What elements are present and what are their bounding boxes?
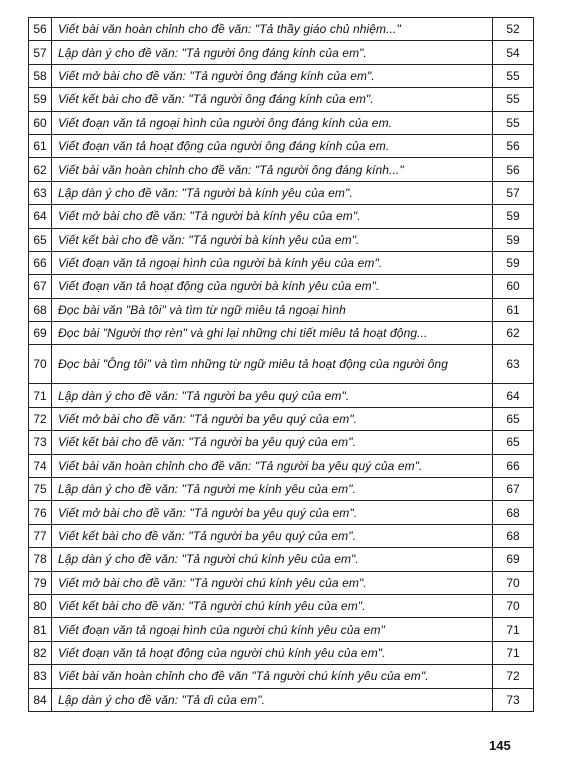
row-title: Viết mở bài cho đề văn: "Tả người ba yêu quý của em". xyxy=(52,501,493,524)
row-number: 62 xyxy=(29,158,52,181)
table-row xyxy=(29,275,534,298)
row-title: Viết đoạn văn tả hoạt động của người chú kính yêu của em". xyxy=(52,641,493,664)
row-number: 69 xyxy=(29,322,52,345)
row-number: 60 xyxy=(29,111,52,134)
row-page: 61 xyxy=(493,298,534,321)
row-title: Lập dàn ý cho đề văn: "Tả dì của em". xyxy=(52,688,493,711)
row-page: 60 xyxy=(493,275,534,298)
row-page: 67 xyxy=(493,478,534,501)
row-page: 73 xyxy=(493,688,534,711)
row-number: 63 xyxy=(29,181,52,204)
row-page: 62 xyxy=(493,322,534,345)
row-title: Lập dàn ý cho đề văn: "Tả người bà kính yêu của em". xyxy=(52,181,493,204)
table-row xyxy=(29,407,534,430)
row-page: 59 xyxy=(493,251,534,274)
table-row xyxy=(29,345,534,384)
row-number: 61 xyxy=(29,134,52,157)
table-row xyxy=(29,431,534,454)
table-of-contents xyxy=(28,17,534,712)
row-page: 70 xyxy=(493,571,534,594)
row-title: Viết kết bài cho đề văn: "Tả người ông đáng kính của em". xyxy=(52,88,493,111)
table-row xyxy=(29,571,534,594)
row-number: 80 xyxy=(29,594,52,617)
row-number: 75 xyxy=(29,478,52,501)
table-row xyxy=(29,88,534,111)
row-number: 65 xyxy=(29,228,52,251)
row-page: 63 xyxy=(493,345,534,384)
table-row xyxy=(29,251,534,274)
table-row xyxy=(29,384,534,407)
row-page: 57 xyxy=(493,181,534,204)
row-title: Viết mở bài cho đề văn: "Tả người ba yêu quý của em". xyxy=(52,407,493,430)
table-row xyxy=(29,478,534,501)
table-row xyxy=(29,454,534,477)
row-number: 76 xyxy=(29,501,52,524)
row-title: Đọc bài "Người thợ rèn" và ghi lại những chi tiết miêu tả hoạt động... xyxy=(52,322,493,345)
table-row xyxy=(29,618,534,641)
row-number: 77 xyxy=(29,524,52,547)
row-page: 68 xyxy=(493,501,534,524)
table-row xyxy=(29,158,534,181)
row-page: 54 xyxy=(493,41,534,64)
row-title: Đọc bài văn "Bà tôi" và tìm từ ngữ miêu tả ngoại hình xyxy=(52,298,493,321)
table-row xyxy=(29,134,534,157)
row-number: 58 xyxy=(29,64,52,87)
row-number: 57 xyxy=(29,41,52,64)
row-title: Viết kết bài cho đề văn: "Tả người ba yêu quý của em". xyxy=(52,524,493,547)
table-row xyxy=(29,548,534,571)
row-page: 52 xyxy=(493,18,534,41)
table-row xyxy=(29,524,534,547)
row-number: 56 xyxy=(29,18,52,41)
row-number: 84 xyxy=(29,688,52,711)
row-number: 79 xyxy=(29,571,52,594)
row-title: Viết bài văn hoàn chỉnh cho đề văn: "Tả người ông đáng kính..." xyxy=(52,158,493,181)
table-row xyxy=(29,298,534,321)
table-row xyxy=(29,181,534,204)
row-title: Viết kết bài cho đề văn: "Tả người chú kính yêu của em". xyxy=(52,594,493,617)
toc-body xyxy=(29,18,534,712)
row-title: Viết mở bài cho đề văn: "Tả người bà kính yêu của em". xyxy=(52,205,493,228)
row-page: 65 xyxy=(493,407,534,430)
row-title: Viết đoạn văn tả hoạt động của người bà kính yêu của em". xyxy=(52,275,493,298)
table-row xyxy=(29,322,534,345)
row-page: 59 xyxy=(493,205,534,228)
row-number: 71 xyxy=(29,384,52,407)
table-row xyxy=(29,228,534,251)
row-number: 67 xyxy=(29,275,52,298)
row-number: 59 xyxy=(29,88,52,111)
row-number: 82 xyxy=(29,641,52,664)
table-row xyxy=(29,41,534,64)
row-page: 55 xyxy=(493,88,534,111)
row-title: Viết đoạn văn tả ngoại hình của người bà kính yêu của em". xyxy=(52,251,493,274)
row-number: 72 xyxy=(29,407,52,430)
table-row xyxy=(29,641,534,664)
row-title: Viết đoạn văn tả hoạt động của người ông đáng kính của em. xyxy=(52,134,493,157)
row-title: Lập dàn ý cho đề văn: "Tả người ba yêu quý của em". xyxy=(52,384,493,407)
row-title: Lập dàn ý cho đề văn: "Tả người chú kính yêu của em". xyxy=(52,548,493,571)
table-row xyxy=(29,205,534,228)
row-title: Viết bài văn hoàn chỉnh cho đề văn: "Tả thầy giáo chủ nhiệm..." xyxy=(52,18,493,41)
row-number: 74 xyxy=(29,454,52,477)
row-title: Lập dàn ý cho đề văn: "Tả người ông đáng kính của em". xyxy=(52,41,493,64)
row-page: 71 xyxy=(493,618,534,641)
row-page: 65 xyxy=(493,431,534,454)
table-row xyxy=(29,688,534,711)
row-page: 68 xyxy=(493,524,534,547)
row-title: Viết đoạn văn tả ngoại hình của người ông đáng kính của em. xyxy=(52,111,493,134)
table-row xyxy=(29,111,534,134)
row-title: Viết kết bài cho đề văn: "Tả người ba yêu quý của em". xyxy=(52,431,493,454)
row-page: 56 xyxy=(493,134,534,157)
table-row xyxy=(29,18,534,41)
row-page: 66 xyxy=(493,454,534,477)
row-number: 73 xyxy=(29,431,52,454)
page-number: 145 xyxy=(489,738,511,753)
table-row xyxy=(29,594,534,617)
row-number: 64 xyxy=(29,205,52,228)
row-title: Viết bài văn hoàn chỉnh cho đề văn "Tả người chú kính yêu của em". xyxy=(52,665,493,688)
row-number: 78 xyxy=(29,548,52,571)
row-title: Viết mở bài cho đề văn: "Tả người chú kính yêu của em". xyxy=(52,571,493,594)
row-page: 64 xyxy=(493,384,534,407)
row-page: 69 xyxy=(493,548,534,571)
row-page: 55 xyxy=(493,64,534,87)
row-page: 59 xyxy=(493,228,534,251)
table-row xyxy=(29,665,534,688)
row-page: 72 xyxy=(493,665,534,688)
row-title: Viết mở bài cho đề văn: "Tả người ông đáng kính của em". xyxy=(52,64,493,87)
row-title: Đọc bài "Ông tôi" và tìm những từ ngữ miêu tả hoạt động của người ông xyxy=(52,345,493,384)
row-page: 55 xyxy=(493,111,534,134)
row-page: 71 xyxy=(493,641,534,664)
row-number: 68 xyxy=(29,298,52,321)
row-title: Viết bài văn hoàn chỉnh cho đề văn: "Tả người ba yêu quý của em". xyxy=(52,454,493,477)
row-title: Lập dàn ý cho đề văn: "Tả người mẹ kính yêu của em". xyxy=(52,478,493,501)
table-row xyxy=(29,64,534,87)
row-title: Viết đoạn văn tả ngoại hình của người chú kính yêu của em" xyxy=(52,618,493,641)
row-number: 81 xyxy=(29,618,52,641)
row-number: 83 xyxy=(29,665,52,688)
row-page: 56 xyxy=(493,158,534,181)
row-number: 66 xyxy=(29,251,52,274)
row-number: 70 xyxy=(29,345,52,384)
row-title: Viết kết bài cho đề văn: "Tả người bà kính yêu của em". xyxy=(52,228,493,251)
table-row xyxy=(29,501,534,524)
row-page: 70 xyxy=(493,594,534,617)
